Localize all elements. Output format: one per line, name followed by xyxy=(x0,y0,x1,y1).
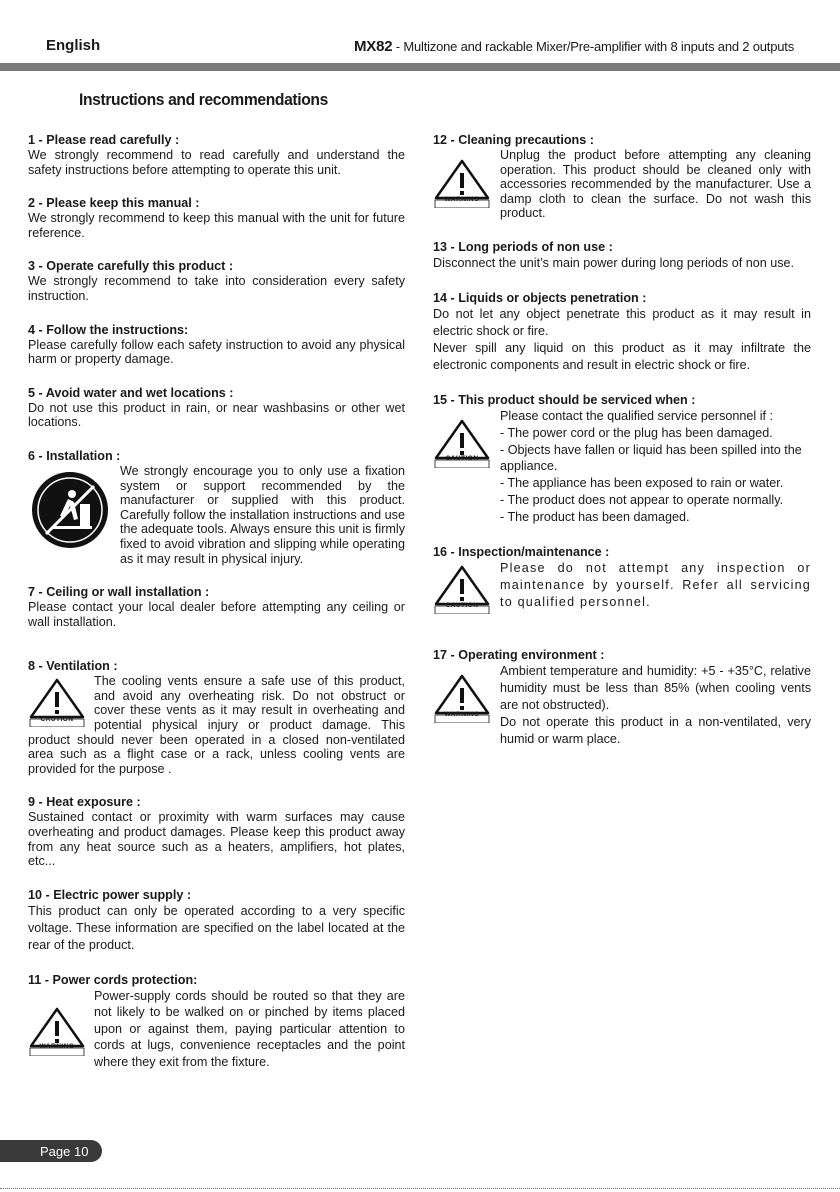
item-text: Do not let any object penetrate this product as it may result in electric shock or fire. xyxy=(433,306,811,338)
item-1 xyxy=(28,133,405,177)
item-text: Please carefully follow each safety instruction to avoid any physical harm or property damage. xyxy=(28,337,405,367)
item-title: 14 - Liquids or objects penetration : xyxy=(433,290,647,305)
caution-icon xyxy=(433,418,491,468)
item-8 xyxy=(28,659,405,776)
item-title: 6 - Installation : xyxy=(28,448,121,463)
item-title: 10 - Electric power supply : xyxy=(28,887,192,902)
item-text: We strongly encourage you to only use a fixation system or support recommended by the manufacturer or supplied with this product. Carefully follow the installation instructions and use the adequate tools. Always ensure this unit is firmly fixed to avoid vibration and slipping while operating as it may result in physical injury. xyxy=(120,463,405,566)
list-item: - The product has been damaged. xyxy=(500,509,690,524)
item-text: Power-supply cords should be routed so that they are not likely to be walked on or pinched by items placed upon or against them, paying particular attention to cords at lugs, convenience receptacles and the point where they exit from the fixture. xyxy=(94,988,405,1069)
right-column xyxy=(433,133,811,767)
list-item: - The product does not appear to operate normally. xyxy=(500,492,784,507)
section-title: Instructions and recommendations xyxy=(79,90,328,109)
item-12 xyxy=(433,133,811,221)
item-text: We strongly recommend to keep this manual with the unit for future reference. xyxy=(28,211,405,240)
item-title: 13 - Long periods of non use : xyxy=(433,239,613,254)
caution-icon xyxy=(433,564,491,614)
warning-label: WARNING xyxy=(444,196,480,204)
item-title: 7 - Ceiling or wall installation : xyxy=(28,585,210,600)
item-15 xyxy=(433,393,811,526)
item-title: 2 - Please keep this manual : xyxy=(28,196,200,211)
list-item: - The power cord or the plug has been damaged. xyxy=(500,425,773,440)
item-11 xyxy=(28,973,405,1071)
warning-label: WARNING xyxy=(444,710,480,718)
item-13 xyxy=(433,240,811,272)
list-item: - The appliance has been exposed to rain or water. xyxy=(500,476,784,491)
caution-label: CAUTION xyxy=(40,715,74,723)
footer-dotted-rule xyxy=(0,1188,840,1189)
caution-label: CAUTION xyxy=(445,455,479,463)
item-text: Ambient temperature and humidity: +5 - +35°C, relative humidity must be less than 85% (when cooling vents are not obstructed). xyxy=(500,663,811,712)
model-subtitle: - Multizone and rackable Mixer/Pre-amplifier with 8 inputs and 2 outputs xyxy=(392,39,794,54)
item-title: 12 - Cleaning precautions : xyxy=(433,133,594,147)
page-number: Page 10 xyxy=(40,1144,89,1159)
warning-icon xyxy=(433,673,491,723)
item-text: This product can only be operated according to a very specific voltage. These information are specified on the label located at the rear of the product. xyxy=(28,903,405,952)
item-text: Do not use this product in rain, or near washbasins or other wet locations. xyxy=(28,400,405,430)
warning-icon xyxy=(433,158,491,208)
installation-warning-icon xyxy=(28,468,112,556)
item-title: 8 - Ventilation : xyxy=(28,659,118,674)
item-title: 15 - This product should be serviced when : xyxy=(433,392,696,407)
item-text: We strongly recommend to read carefully and understand the safety instructions before attempting to operate this unit. xyxy=(28,148,405,177)
item-16 xyxy=(433,545,811,616)
warning-icon xyxy=(28,1006,86,1056)
item-title: 16 - Inspection/maintenance : xyxy=(433,544,610,559)
item-text: Sustained contact or proximity with warm surfaces may cause overheating and product damages. Please keep this product away from any heat source such as a heaters, amplifiers, hot plates, etc... xyxy=(28,810,405,869)
item-3 xyxy=(28,259,405,303)
page-number-tab xyxy=(0,1140,102,1162)
item-title: 1 - Please read carefully : xyxy=(28,133,180,147)
item-2 xyxy=(28,196,405,240)
item-title: 4 - Follow the instructions: xyxy=(28,322,189,337)
caution-icon xyxy=(28,677,86,727)
item-title: 5 - Avoid water and wet locations : xyxy=(28,385,234,400)
item-7 xyxy=(28,585,405,629)
left-column xyxy=(28,133,405,1089)
environment-text xyxy=(500,663,811,748)
item-text: The cooling vents ensure a safe use of this product, and avoid any overheating risk. Do not obstruct or cover these vents as it may result in overheating and potential physical injury or product damage. This product should never been operated in a closed non-ventilated area such as a flight case or a rack, unless cooling vents are provided for the purpose . xyxy=(28,674,405,776)
item-text: We strongly recommend to take into consideration every safety instruction. xyxy=(28,274,405,303)
item-17 xyxy=(433,648,811,748)
item-title: 3 - Operate carefully this product : xyxy=(28,259,234,274)
service-list xyxy=(500,408,811,526)
caution-label: CAUTION xyxy=(445,601,479,609)
item-4 xyxy=(28,323,405,367)
item-text: Unplug the product before attempting any cleaning operation. This product should be cleaned only with accessories recommended by the manufacturer. Use a damp cloth to clean the surface. Do not wash this product. xyxy=(500,148,811,221)
item-10 xyxy=(28,888,405,954)
header-rule xyxy=(0,63,840,71)
item-title: 17 - Operating environment : xyxy=(433,647,605,662)
item-14 xyxy=(433,291,811,374)
header-language: English xyxy=(46,37,101,54)
item-text: Never spill any liquid on this product as it may infiltrate the electronic components and result in electric shock or fire. xyxy=(433,340,811,372)
item-text: Please do not attempt any inspection or maintenance by yourself. Refer all servicing to qualified personnel. xyxy=(500,560,811,609)
item-5 xyxy=(28,386,405,430)
header-title xyxy=(354,38,794,55)
list-item: Please contact the qualified service personnel if : xyxy=(500,408,774,423)
list-item: - Objects have fallen or liquid has been spilled into the appliance. xyxy=(500,442,802,474)
item-text: Disconnect the unit’s main power during long periods of non use. xyxy=(433,255,795,270)
item-text: Please contact your local dealer before attempting any ceiling or wall installation. xyxy=(28,600,405,629)
item-title: 9 - Heat exposure : xyxy=(28,795,141,810)
item-text: Do not operate this product in a non-ventilated, very humid or warm place. xyxy=(500,714,811,746)
item-title: 11 - Power cords protection: xyxy=(28,972,198,987)
warning-label: WARNING xyxy=(39,1043,75,1051)
model-name: MX82 xyxy=(354,38,393,55)
item-6 xyxy=(28,449,405,566)
item-9 xyxy=(28,795,405,868)
